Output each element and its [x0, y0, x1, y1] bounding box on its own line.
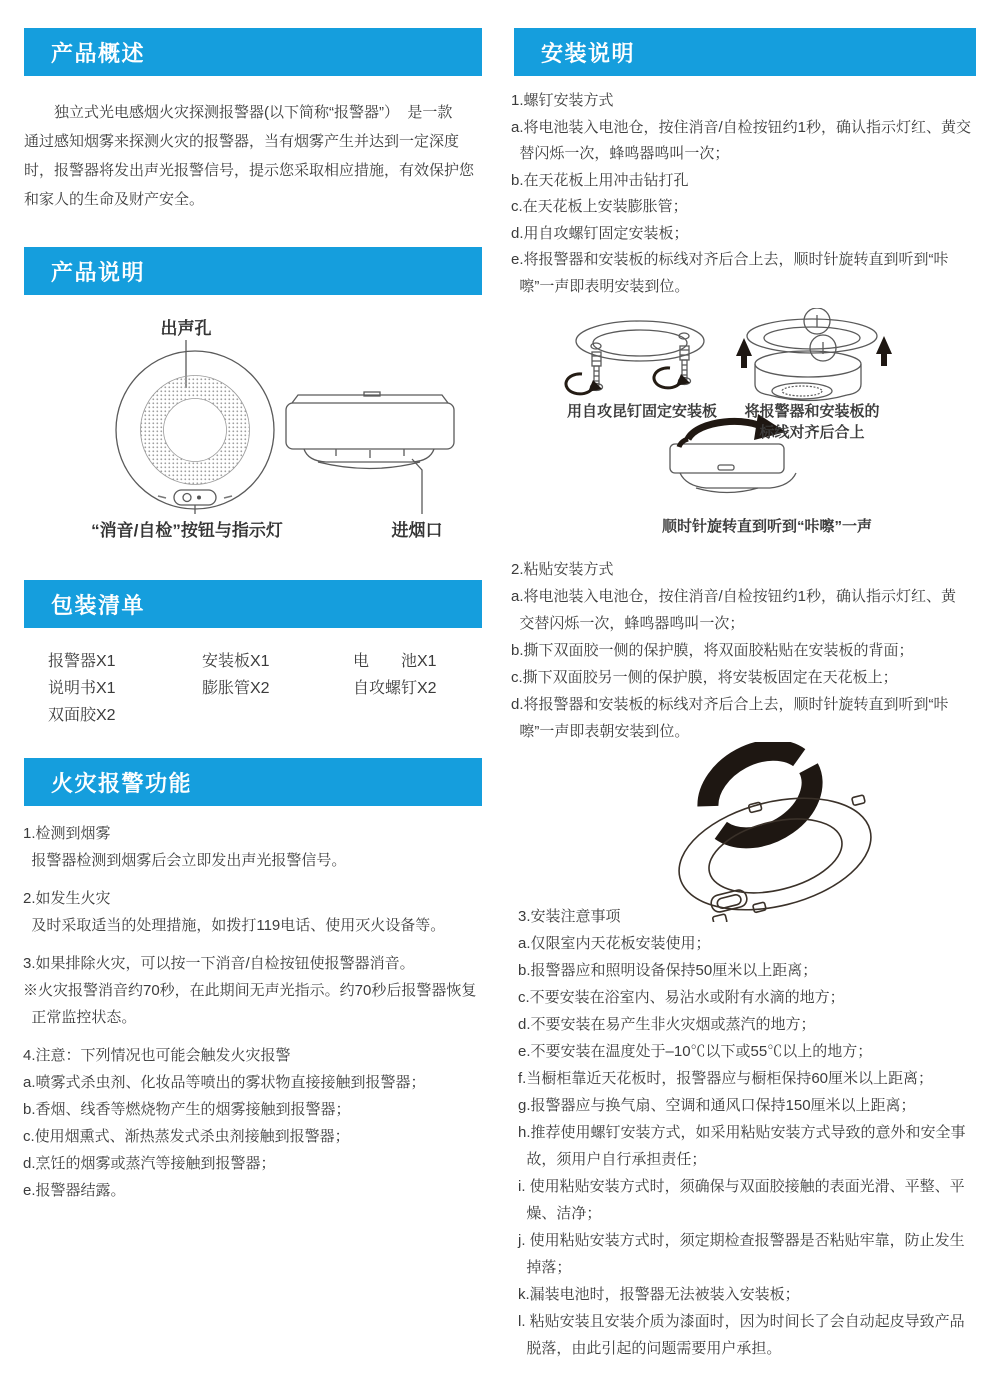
alarm-function-line: 1.检测到烟雾 [23, 825, 111, 842]
section-title-product-overview: 产品概述 [51, 40, 146, 66]
packing-item: 膨胀管X2 [202, 680, 270, 697]
section-header-install-instructions [514, 28, 976, 76]
alarm-function-line: 正常监控状态。 [23, 1009, 137, 1026]
install-note-line: 故，须用户自行承担责任； [518, 1151, 707, 1168]
screw-install-line: 替闪烁一次，蜂鸣器鸣叫一次； [511, 145, 730, 162]
product-overview-paragraph [24, 98, 494, 214]
screw-install-line: d.用自攻螺钉固定安装板； [511, 224, 689, 242]
screw-install-line: b.在天花板上用冲击钻打孔 [511, 171, 689, 189]
install-note-line: d.不要安装在易产生非火灾烟或蒸汽的地方； [518, 1016, 816, 1033]
alarm-function-line: a.喷雾式杀虫剂、化妆品等喷出的雾状物直接接触到报警器； [23, 1074, 426, 1091]
packing-item: 双面胶X2 [48, 707, 116, 724]
packing-list [48, 648, 468, 729]
paste-install-line: 嚓”一声即表朝安装到位。 [511, 723, 690, 740]
install-note-line: e.不要安装在温度处于–10℃以下或55℃以上的地方； [518, 1043, 873, 1060]
packing-item: 说明书X1 [48, 680, 116, 697]
install-note-line: h.推荐使用螺钉安装方式，如采用粘贴安装方式导致的意外和安全事 [518, 1124, 966, 1141]
alarm-function-line: e.报警器结露。 [23, 1182, 126, 1199]
screw-install-line: 1.螺钉安装方式 [511, 92, 614, 109]
tape-plate-figure [610, 742, 910, 922]
paste-install-line: a.将电池装入电池仓，按住消音/自检按钮约1秒，确认指示灯红、黄 [511, 588, 957, 605]
paste-install-line: c.撕下双面胶另一侧的保护膜，将安装板固定在天花板上； [511, 669, 898, 686]
install-note-line: f.当橱柜靠近天花板时，报警器应与橱柜保持60厘米以上距离； [518, 1070, 934, 1087]
packing-item: 安装板X1 [202, 653, 270, 670]
overview-line: 时，报警器将发出声光报警信号，提示您采取相应措施，有效保护您 [24, 162, 475, 179]
install-note-line: b.报警器应和照明设备保持50厘米以上距离； [518, 962, 818, 979]
paste-install-line: d.将报警器和安装板的标线对齐后合上去，顺时针旋转直到听到“咔 [511, 696, 949, 713]
overview-line: 和家人的生命及财产安全。 [24, 191, 205, 208]
install-note-line: j. 使用粘贴安装方式时，须定期检查报警器是否粘贴牢靠，防止发生 [518, 1232, 965, 1249]
overview-line: 独立式光电感烟火灾探测报警器(以下简称“报警器”） 是一款 [24, 104, 453, 121]
section-header-product-description [24, 247, 482, 295]
caption-align-line2: 标线对齐后合上 [759, 424, 865, 441]
install-note-line: 3.安装注意事项 [518, 908, 621, 925]
mute-selfcheck-button-label: “消音/自检”按钮与指示灯 [91, 521, 283, 540]
alarm-function-line: 及时采取适当的处理措施，如拨打119电话、使用灭火设备等。 [23, 917, 446, 934]
alarm-function-line: ※火灾报警消音约70秒，在此期间无声光指示。约70秒后报警器恢复 [23, 982, 477, 999]
product-top-and-side-view-diagram [24, 298, 482, 543]
screw-install-line: e.将报警器和安装板的标线对齐后合上去，顺时针旋转直到听到“咔 [511, 251, 949, 268]
expansion-screw-left [566, 352, 603, 394]
sound-hole-label: 出声孔 [160, 319, 212, 338]
section-header-fire-alarm-function [24, 758, 482, 806]
packing-item: 自攻螺钉X2 [353, 680, 437, 697]
section-title-packing-list: 包装清单 [51, 592, 146, 618]
install-notes [518, 903, 990, 1362]
paste-install-line: b.撕下双面胶一侧的保护膜，将双面胶粘贴在安装板的背面； [511, 642, 914, 659]
screw-install-line: 嚓”一声即表明安装到位。 [511, 277, 690, 295]
install-note-line: k.漏装电池时，报警器无法被装入安装板； [518, 1286, 800, 1303]
screw-install-line: c.在天花板上安装膨胀管； [511, 198, 688, 215]
screw-install-steps [511, 88, 989, 300]
caption-align-line1: 将报警器和安装板的 [744, 403, 880, 420]
product-description-figure [24, 298, 482, 543]
section-title-install-instructions: 安装说明 [541, 40, 636, 66]
alarm-function-line: c.使用烟熏式、渐热蒸发式杀虫剂接触到报警器； [23, 1128, 350, 1145]
section-title-fire-alarm-function: 火灾报警功能 [51, 770, 193, 796]
alarm-function-line: d.烹饪的烟雾或蒸汽等接触到报警器； [23, 1155, 276, 1172]
alarm-function-line: 报警器检测到烟雾后会立即发出声光报警信号。 [23, 852, 347, 869]
install-note-line: i. 使用粘贴安装方式时，须确保与双面胶接触的表面光滑、平整、平 [518, 1178, 965, 1195]
caption-rotate-click: 顺时针旋转直到听到“咔嚓”一声 [661, 518, 872, 535]
alarm-function-line: 3.如果排除火灾，可以按一下消音/自检按钮使报警器消音。 [23, 955, 415, 972]
install-note-line: l. 粘贴安装且安装介质为漆面时，因为时间长了会自动起皮导致产品 [518, 1313, 965, 1330]
install-note-line: 掉落； [518, 1259, 572, 1276]
smoke-inlet-label: 进烟口 [391, 521, 443, 540]
packing-item: 电 池X1 [353, 653, 437, 670]
packing-item: 报警器X1 [48, 653, 116, 670]
screw-install-line: a.将电池装入电池仓，按住消音/自检按钮约1秒，确认指示灯红、黄交 [511, 118, 972, 136]
install-note-line: 燥、洁净； [518, 1205, 602, 1222]
mounting-figure [512, 308, 990, 543]
install-note-line: g.报警器应与换气扇、空调和通风口保持150厘米以上距离； [518, 1097, 916, 1114]
section-header-product-overview [24, 28, 482, 76]
overview-line: 通过感知烟雾来探测火灾的报警器，当有烟雾产生并达到一定深度 [24, 133, 460, 150]
alarm-function-line: 4.注意：下列情况也可能会触发火灾报警 [23, 1047, 291, 1064]
caption-screw-fix-plate: 用自攻昆钉固定安装板 [566, 403, 717, 420]
alarm-function-line: 2.如发生火灾 [23, 890, 111, 907]
double-sided-tape-diagram [610, 742, 910, 922]
alarm-function-line: b.香烟、线香等燃烧物产生的烟雾接触到报警器； [23, 1101, 351, 1118]
fire-alarm-function-text [23, 820, 493, 1204]
install-note-line: c.不要安装在浴室内、易沾水或附有水滴的地方； [518, 989, 845, 1006]
section-title-product-description: 产品说明 [51, 259, 146, 285]
section-header-packing-list [24, 580, 482, 628]
paste-install-steps [511, 556, 989, 745]
install-note-line: a.仅限室内天花板安装使用； [518, 935, 711, 952]
install-note-line: 脱落，由此引起的问题需要用户承担。 [518, 1340, 782, 1357]
paste-install-line: 2.粘贴安装方式 [511, 561, 614, 578]
paste-install-line: 交替闪烁一次，蜂鸣器鸣叫一次； [511, 615, 745, 632]
